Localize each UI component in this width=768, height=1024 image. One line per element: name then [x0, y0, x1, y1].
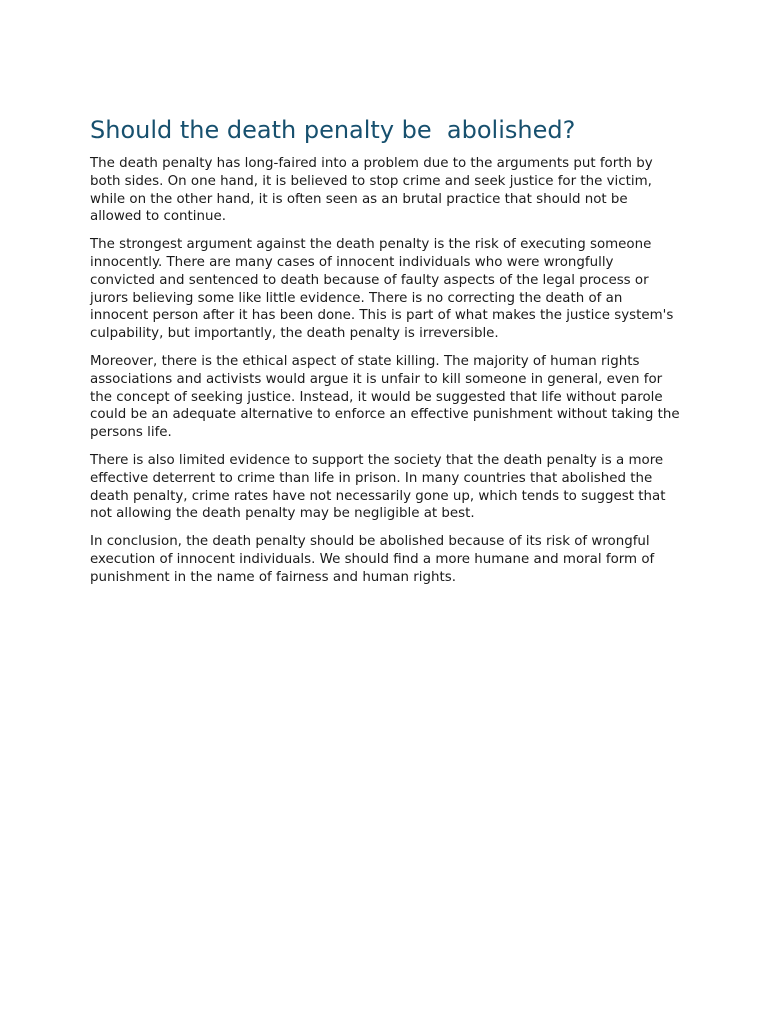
paragraph-deterrence-evidence: There is also limited evidence to support the society that the death penalty is a more effective deterrent to crime than life in prison. In many countries that abolished the death penalty, crime rates have not necessarily gone up, which tends to suggest that not allowing the death penalty may be negligible at best. — [90, 452, 666, 522]
document-title: Should the death penalty be abolished? — [90, 116, 576, 144]
document-body — [90, 112, 680, 597]
paragraph-conclusion: In conclusion, the death penalty should be abolished because of its risk of wrongful execution of innocent individuals. We should find a more humane and moral form of punishment in the name of fairness and human rights. — [90, 534, 655, 585]
paragraph-innocence-argument: The strongest argument against the death penalty is the risk of executing someone innocently. There are many cases of innocent individuals who were wrongfully convicted and sentenced to death because of faulty aspects of the legal process or jurors believing some like little evidence. There is no correcting the death of an innocent person after it has been done. This is part of what makes the justice system's culpability, but importantly, the death penalty is irreversible. — [90, 237, 674, 342]
paragraph-introduction: The death penalty has long-faired into a problem due to the arguments put forth by both sides. On one hand, it is believed to stop crime and seek justice for the victim, while on the other hand, it is often seen as an brutal practice that should not be allowed to continue. — [90, 156, 653, 225]
paragraph-ethical-aspect: Moreover, there is the ethical aspect of state killing. The majority of human rights associations and activists would argue it is unfair to kill someone in general, even for the concept of seeking justice. Instead, it would be suggested that life without parole could be an adequate alternative to enforce an effective punishment without taking the persons life. — [90, 353, 680, 441]
